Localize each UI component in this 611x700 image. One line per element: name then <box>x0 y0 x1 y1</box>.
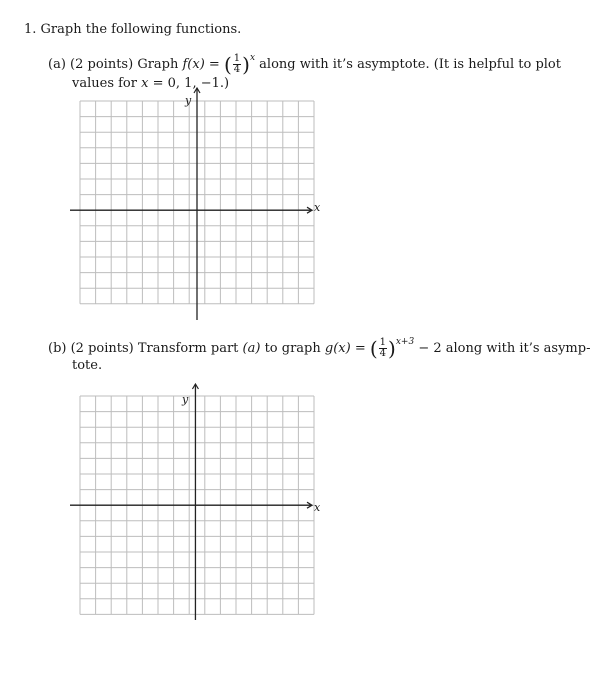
problem-heading-text: Graph the following functions. <box>40 22 242 37</box>
part-a-fraction: $\frac{1}{4}$ <box>233 53 241 75</box>
problem-heading <box>24 22 241 38</box>
part-b-text-after: − 2 along with it’s asymp- <box>418 341 591 356</box>
grid-a-svg[interactable] <box>70 88 330 320</box>
part-a-points: (2 points) <box>70 57 134 72</box>
part-b-function: g(x) = <box>324 341 366 356</box>
grid-a-y-label: y <box>185 94 192 107</box>
part-a-line2-text: values for <box>72 76 137 91</box>
grid-b-x-label: x <box>314 501 321 514</box>
part-b-exponent: x+3 <box>395 337 415 347</box>
problem-number: 1. <box>24 22 37 37</box>
part-b-line-2: tote. <box>72 358 103 373</box>
part-a-line-1: (a) (2 points) Graph f(x) = ( $\frac{1}{4}$ )$^x$ along with it’s asymptote. (It is helpful to plot <box>48 52 561 77</box>
part-a-label: (a) <box>48 57 66 72</box>
part-a-text-before: Graph <box>137 57 179 72</box>
part-b-points: (2 points) <box>70 341 134 356</box>
grid-a-x-label: x <box>314 201 321 214</box>
part-a-line2-var: x <box>141 76 149 91</box>
part-a-line2-values: = 0, 1, −1.) <box>152 76 230 91</box>
grid-b[interactable] <box>70 384 330 622</box>
part-a-function: f(x) = <box>182 57 220 72</box>
part-b-fraction: $\frac{1}{4}$ <box>379 337 387 359</box>
part-b-label: (b) <box>48 341 67 356</box>
grid-b-svg[interactable] <box>70 384 330 622</box>
part-b-text-mid: to graph <box>264 341 321 356</box>
part-b-text-before: Transform part <box>137 341 239 356</box>
part-a-text-after: along with it’s asymptote. (It is helpful to plot <box>259 57 561 72</box>
part-a-exponent: x <box>249 53 256 63</box>
part-b-line-1: (b) (2 points) Transform part (a) to graph g(x) = ( $\frac{1}{4}$ )$^{x+3}$ − 2 along with it’s asymp- <box>48 336 591 361</box>
part-b-ref: (a) <box>242 341 261 356</box>
grid-b-y-label: y <box>182 393 189 406</box>
grid-a[interactable] <box>70 88 330 320</box>
